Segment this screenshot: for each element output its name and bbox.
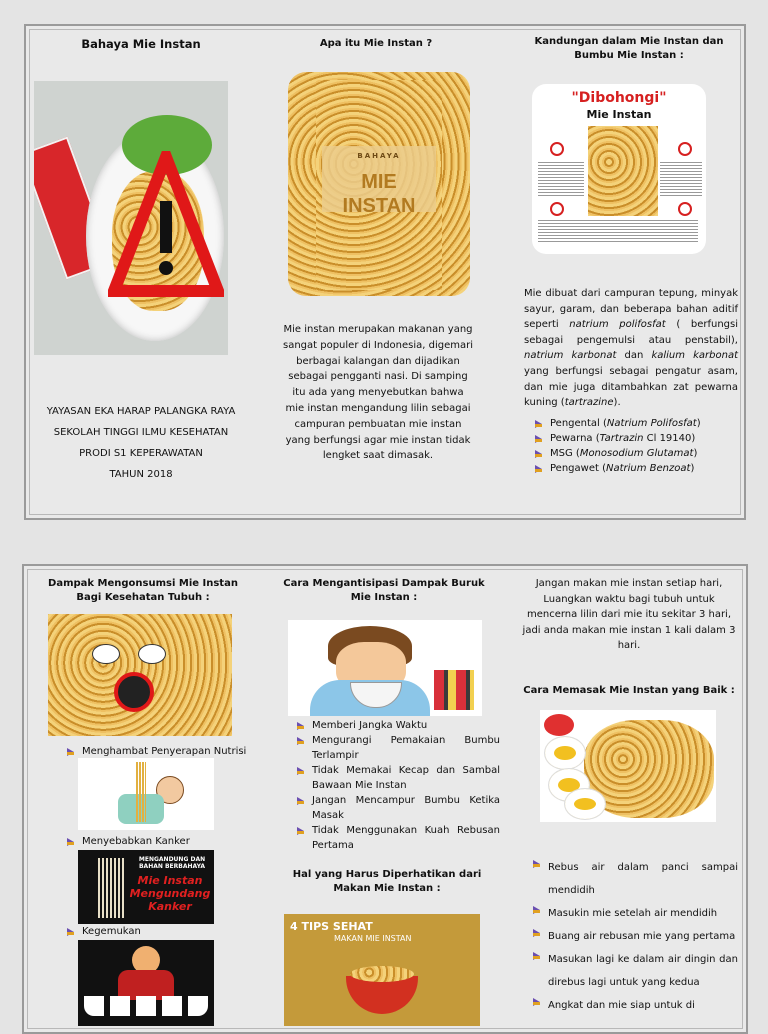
heading-dampak: Dampak Mengonsumsi Mie Instan Bagi Kesehatan Tubuh : bbox=[48, 578, 238, 603]
overeating-illustration bbox=[78, 940, 214, 1026]
kandungan-text: ( berfungsi sebagai pengemulsi atau penstabil), bbox=[524, 319, 738, 346]
column-2 bbox=[276, 26, 486, 516]
list-item: Menghambat Penyerapan Nutrisi bbox=[64, 744, 264, 759]
cooked-noodles-photo bbox=[540, 710, 716, 822]
infographic-text-lines bbox=[538, 218, 698, 242]
warning-triangle-icon bbox=[108, 151, 224, 301]
list-item: Mengurangi Pemakaian Bumbu Terlampir bbox=[294, 733, 500, 763]
list-item: Buang air rebusan mie yang pertama bbox=[530, 925, 738, 948]
column-2 bbox=[274, 566, 500, 1026]
dibohongi-infographic bbox=[532, 84, 706, 254]
pack-big-title: MIE INSTAN bbox=[342, 171, 416, 217]
kandungan-text: yang berfungsi sebagai pengatur asam, dan mie juga ditambahkan zat pewarna kuning ( bbox=[524, 365, 738, 409]
list-item: Masukin mie setelah air mendidih bbox=[530, 902, 738, 925]
panel-front bbox=[24, 24, 746, 520]
noodle-warning-photo bbox=[34, 81, 228, 355]
kandungan-italic: natrium karbonat bbox=[524, 350, 617, 362]
egg-half bbox=[564, 788, 606, 820]
infographic-noodle bbox=[588, 126, 658, 216]
list-item: Pengawet (Natrium Benzoat) bbox=[532, 461, 738, 476]
cancer-poster-title: Mie Instan Mengundang Kanker bbox=[129, 874, 211, 913]
target-icon bbox=[550, 202, 564, 216]
heading-cara-memasak: Cara Memasak Mie Instan yang Baik : bbox=[523, 685, 735, 696]
fork-noodles bbox=[98, 858, 124, 918]
list-item: Pewarna (Tartrazin Cl 19140) bbox=[532, 431, 738, 446]
heading-kandungan: Kandungan dalam Mie Instan dan Bumbu Mie Instan : bbox=[534, 36, 724, 61]
bowls bbox=[84, 996, 208, 1016]
infographic-title: "Dibohongi" bbox=[571, 90, 667, 106]
eye bbox=[92, 644, 120, 664]
list-item: Kegemukan bbox=[64, 924, 264, 939]
kandungan-text: ). bbox=[613, 397, 621, 409]
dampak-list-2 bbox=[64, 834, 264, 849]
list-item: Angkat dan mie siap untuk di bbox=[530, 994, 738, 1017]
child-eating-illustration bbox=[78, 758, 214, 830]
infographic-subtitle: Mie Instan bbox=[586, 108, 652, 121]
list-item: Pengental (Natrium Polifosfat) bbox=[532, 416, 738, 431]
noodle-strands bbox=[136, 762, 146, 822]
noodle-stop-photo bbox=[48, 614, 232, 736]
institution-block bbox=[36, 401, 246, 485]
heading-bahaya: Bahaya Mie Instan bbox=[81, 37, 201, 51]
list-item: Menyebabkan Kanker bbox=[64, 834, 264, 849]
kandungan-text: Mie dibuat dari campuran tepung, minyak sayur, garam, dan beberapa bahan aditif seperti bbox=[524, 288, 738, 331]
memasak-list bbox=[530, 856, 738, 1017]
tips-infographic bbox=[284, 914, 480, 1026]
additive-list bbox=[532, 416, 738, 476]
heading-cara-antisipasi: Cara Mengantisipasi Dampak Buruk Mie Instan : bbox=[283, 578, 485, 603]
target-icon bbox=[678, 142, 692, 156]
antisipasi-list bbox=[294, 718, 500, 853]
kandungan-italic: kalium karbonat bbox=[651, 350, 738, 362]
noodle-block-photo bbox=[288, 72, 470, 296]
list-item: Jangan Mencampur Bumbu Ketika Masak bbox=[294, 793, 500, 823]
eye bbox=[138, 644, 166, 664]
institution-line: TAHUN 2018 bbox=[109, 469, 173, 480]
tomato bbox=[544, 714, 574, 736]
institution-line: PRODI S1 KEPERAWATAN bbox=[79, 448, 203, 459]
target-icon bbox=[678, 202, 692, 216]
panel-back bbox=[22, 564, 748, 1034]
heading-hal-diperhatikan: Hal yang Harus Diperhatikan dari Makan Mie Instan : bbox=[292, 869, 482, 894]
list-item: Rebus air dalam panci sampai mendidih bbox=[530, 856, 738, 902]
pack-small-title: BAHAYA bbox=[357, 152, 401, 160]
list-item: Memberi Jangka Waktu bbox=[294, 718, 500, 733]
cancer-poster-top: MENGANDUNG DAN BAHAN BERBAHAYA bbox=[138, 856, 206, 870]
tips-title: 4 TIPS SEHAT bbox=[290, 920, 373, 933]
tips-noodles bbox=[350, 966, 414, 982]
target-icon bbox=[550, 142, 564, 156]
tips-subtitle: MAKAN MIE INSTAN bbox=[334, 934, 412, 943]
institution-line: SEKOLAH TINGGI ILMU KESEHATAN bbox=[53, 427, 229, 438]
column-1 bbox=[36, 26, 246, 516]
condiment-bottles bbox=[434, 670, 474, 710]
infographic-text-lines bbox=[538, 160, 584, 196]
list-item: Masukan lagi ke dalam air dingin dan direbus lagi untuk yang kedua bbox=[530, 948, 738, 994]
column-3 bbox=[516, 566, 742, 1026]
list-item: Tidak Menggunakan Kuah Rebusan Pertama bbox=[294, 823, 500, 853]
cancer-poster bbox=[78, 850, 214, 924]
column-3 bbox=[518, 26, 740, 516]
apa-itu-paragraph: Mie instan merupakan makanan yang sangat populer di Indonesia, digemari berbagai kalangan dan dijadikan sebagai pengganti nasi. Di samping itu ada yang menyebutkan bahwa mie instan mengandung lilin sebagai campuran pembuatan mie instan yang berfungsi agar mie instan tidak lengket saat dimasak. bbox=[282, 324, 474, 462]
kandungan-paragraph bbox=[524, 286, 738, 411]
dampak-list-3 bbox=[64, 924, 264, 939]
jangan-makan-paragraph: Jangan makan mie instan setiap hari, Luangkan waktu bagi tubuh untuk mencerna lilin dari mie itu sekitar 3 hari, jadi anda makan mie instan 1 kali dalam 3 hari. bbox=[522, 578, 736, 651]
heading-apa-itu: Apa itu Mie Instan ? bbox=[319, 38, 433, 49]
kandungan-italic: natrium polifosfat bbox=[569, 319, 666, 331]
list-item: Tidak Memakai Kecap dan Sambal Bawaan Mie Instan bbox=[294, 763, 500, 793]
list-item: MSG (Monosodium Glutamat) bbox=[532, 446, 738, 461]
prohibited-hand-icon bbox=[114, 672, 154, 712]
kandungan-text: dan bbox=[616, 350, 652, 362]
kandungan-italic: tartrazine bbox=[564, 397, 614, 409]
egg-half bbox=[544, 736, 586, 770]
dampak-list-1 bbox=[64, 744, 264, 759]
boy-eating-noodles-illustration bbox=[288, 620, 482, 716]
infographic-text-lines bbox=[660, 160, 702, 196]
column-1 bbox=[34, 566, 250, 1026]
institution-line: YAYASAN EKA HARAP PALANGKA RAYA bbox=[46, 406, 236, 417]
